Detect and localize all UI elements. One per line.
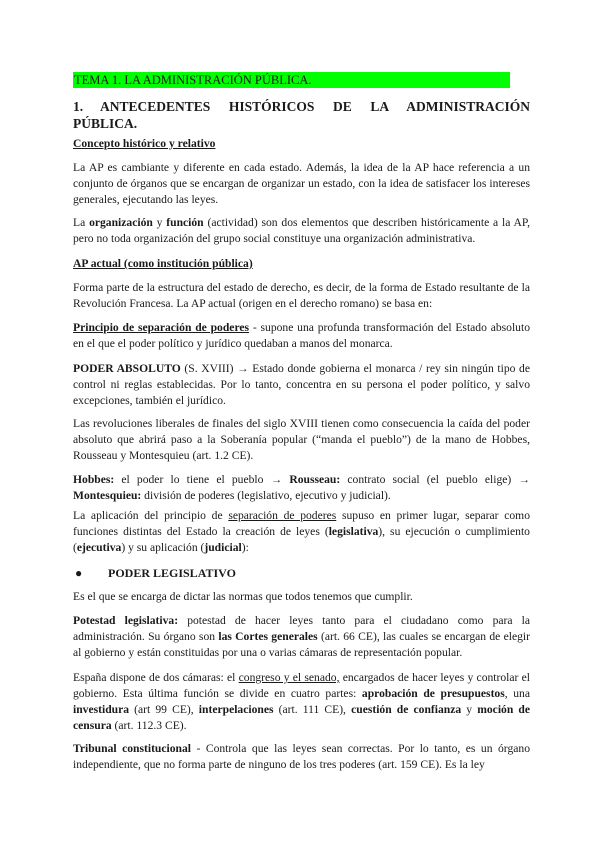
term-judicial: judicial xyxy=(204,541,242,554)
text: (art. 66 CE), las cuales se encargan de elegir al gobierno y están constituidas por una o varias cámaras de representación popular. xyxy=(73,630,530,659)
term-ejecutiva: ejecutiva xyxy=(76,541,122,554)
paragraph-concepto-1: La AP es cambiante y diferente en cada estado. Además, la idea de la AP hace referencia a un conjunto de órganos que se encargan de organizar un estado, con la idea de satisfacer los intereses generales, ejecutando las leyes. xyxy=(73,161,530,206)
text: y xyxy=(152,216,167,229)
term-principio: Principio de separación de poderes xyxy=(73,321,250,334)
paragraph-tribunal xyxy=(73,741,530,773)
text: supuso en primer lugar, separar como funciones distintas del Estado la creación de leyes ( xyxy=(73,509,530,538)
paragraph-potestad xyxy=(73,613,530,661)
text: España dispone de dos cámaras: el xyxy=(73,671,239,684)
paragraph-revoluciones: Las revoluciones liberales de finales del siglo XVIII tienen como consecuencia la caída del poder absoluto que abrirá paso a la Soberanía popular (“manda el pueblo”) de la mano de Hobbes, Rousseau y Montesquieu (art. 1.2 CE). xyxy=(73,417,530,462)
paragraph-legislativo: Es el que se encarga de dictar las normas que todos tenemos que cumplir. xyxy=(73,590,413,603)
subheading-ap-actual: AP actual (como institución pública) xyxy=(73,257,253,270)
bullet-icon: ● xyxy=(75,566,83,580)
bullet-title: PODER LEGISLATIVO xyxy=(108,566,236,580)
text: - Controla que las leyes sean correctas. Por lo tanto, es un órgano independiente, que no forma parte de ninguno de los tres poderes (art. 159 CE). Es la ley xyxy=(73,742,530,771)
text: (art. 112.3 CE). xyxy=(111,719,187,732)
text: - supone una profunda transformación del Estado absoluto en el que el poder político y jurídico quedaban a manos del monarca. xyxy=(73,321,530,350)
text: (actividad) son dos elementos que describen históricamente a la AP, pero no toda organización del grupo social constituye una organización administrativa. xyxy=(73,216,530,245)
subheading-concepto: Concepto histórico y relativo xyxy=(73,137,216,150)
term-interpelaciones: interpelaciones xyxy=(198,703,274,716)
text: (art 99 CE), xyxy=(129,703,199,716)
term-aprobacion: aprobación de presupuestos xyxy=(361,687,505,700)
bullet-heading-legislativo xyxy=(73,565,236,581)
text: La aplicación del principio de xyxy=(73,509,229,522)
term-poder-absoluto: PODER ABSOLUTO xyxy=(73,362,181,375)
text: , una xyxy=(504,687,530,700)
text: ), su ejecución o cumplimiento ( xyxy=(73,525,530,554)
term-potestad: Potestad legislativa: xyxy=(73,614,179,627)
chapter-banner: TEMA 1. LA ADMINISTRACIÓN PÚBLICA. xyxy=(73,72,510,88)
term-investidura: investidura xyxy=(73,703,130,716)
paragraph-aplicacion xyxy=(73,508,530,556)
section-number: 1. xyxy=(73,99,84,114)
term-mocion-censura: moción de censura xyxy=(73,703,531,732)
text: y xyxy=(461,703,478,716)
term-congreso-senado: congreso y el senado, xyxy=(238,671,340,684)
term-legislativa: legislativa xyxy=(328,525,379,538)
paragraph-espana xyxy=(73,670,530,734)
paragraph-concepto-2 xyxy=(73,215,530,247)
text: ): xyxy=(241,541,249,554)
text: La xyxy=(73,216,90,229)
text: potestad de hacer leyes tanto para el ciudadano como para la administración. Su órgano son xyxy=(73,614,530,643)
section-heading xyxy=(73,98,530,132)
text: encargados de hacer leyes y controlar el gobierno. Esta última función se divide en cuatro partes: xyxy=(73,671,531,700)
term-montesquieu: Montesquieu: xyxy=(73,489,142,502)
term-separacion: separación de poderes xyxy=(228,509,337,522)
term-rousseau: Rousseau: xyxy=(289,473,341,486)
term-cuestion-confianza: cuestión de confianza xyxy=(351,703,462,716)
text: (art. 111 CE), xyxy=(273,703,352,716)
text: el poder lo tiene el pueblo → xyxy=(114,473,290,486)
term-tribunal: Tribunal constitucional xyxy=(73,742,192,755)
term-cortes: las Cortes generales xyxy=(218,630,318,643)
term-organizacion: organización xyxy=(89,216,153,229)
paragraph-filosofos xyxy=(73,472,530,504)
text: (S. XVIII) → Estado donde gobierna el monarca / rey sin ningún tipo de control ni reglas establecidas. Por lo tanto, concentra en su persona el poder político, y salvo excepciones, también el jurídico. xyxy=(73,362,530,407)
section-title: ANTECEDENTES HISTÓRICOS DE LA ADMINISTRACIÓN PÚBLICA. xyxy=(73,99,530,131)
term-hobbes: Hobbes: xyxy=(73,473,115,486)
paragraph-principio xyxy=(73,320,530,352)
paragraph-poder-absoluto xyxy=(73,361,530,409)
term-funcion: función xyxy=(166,216,204,229)
paragraph-ap-actual: Forma parte de la estructura del estado de derecho, es decir, de la forma de Estado resultante de la Revolución Francesa. La AP actual (origen en el derecho romano) se basa en: xyxy=(73,281,530,310)
text: contrato social (el pueblo elige) → xyxy=(340,473,530,486)
text: ) y su aplicación ( xyxy=(121,541,205,554)
text: división de poderes (legislativo, ejecutivo y judicial). xyxy=(141,489,391,502)
